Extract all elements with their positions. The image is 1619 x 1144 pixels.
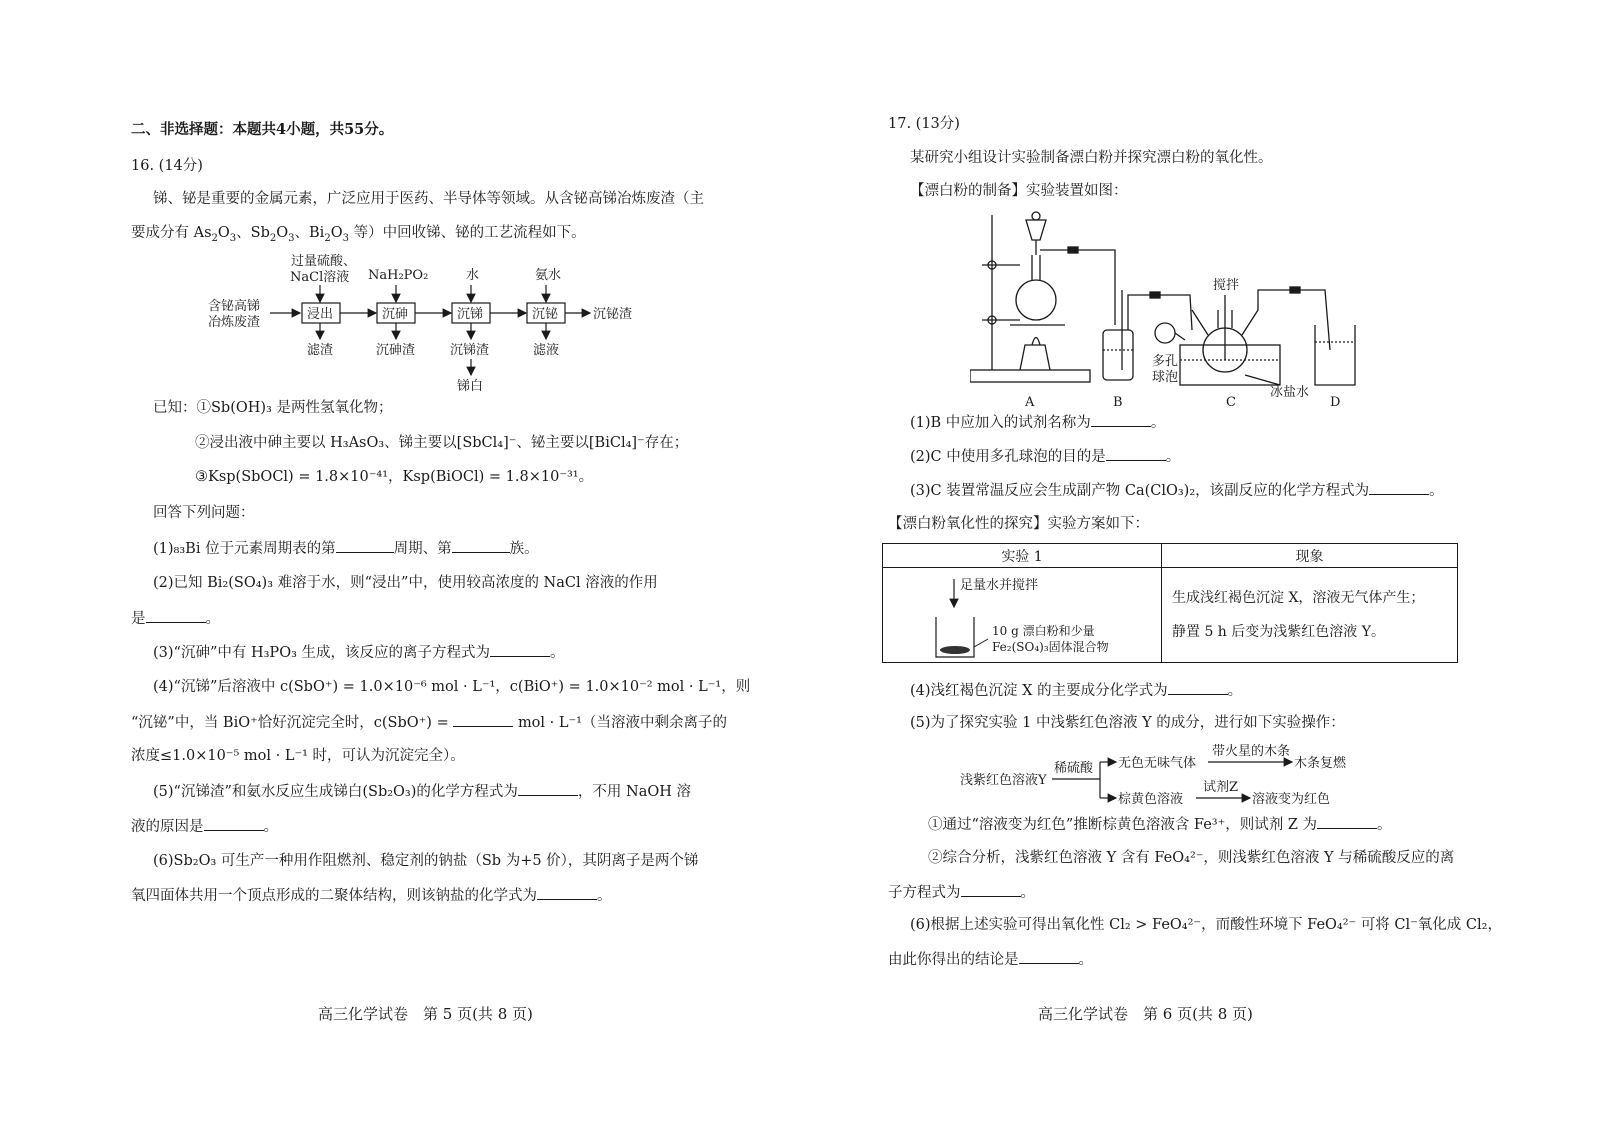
q16-part4-line1: (4)“沉锑”后溶液中 c(SbO⁺) = 1.0×10⁻⁶ mol · L⁻¹，c(BiO⁺) = 1.0×10⁻² mol · L⁻¹，则 bbox=[153, 679, 751, 695]
known-line3: ③Ksp(SbOCl) = 1.8×10⁻⁴¹，Ksp(BiOCl) = 1.8×10⁻³¹。 bbox=[195, 469, 594, 485]
q17-part2: (2)C 中使用多孔球泡的目的是 。 bbox=[910, 446, 1180, 467]
q17-part5: (5)为了探究实验 1 中浅紫红色溶液 Y 的成分，进行如下实验操作： bbox=[910, 715, 1345, 731]
known-line1: 已知：①Sb(OH)₃ 是两性氢氧化物； bbox=[153, 400, 393, 416]
q17-intro: 某研究小组设计实验制备漂白粉并探究漂白粉的氧化性。 bbox=[910, 150, 1273, 166]
flow-product-bismuth-residue: 沉铋渣 bbox=[593, 307, 633, 322]
flow-out-filtrate: 滤液 bbox=[533, 343, 560, 358]
mix-label-line1: 10 g 漂白粉和少量 bbox=[992, 624, 1095, 638]
q17-part5-sub2-line2: 子方程式为 。 bbox=[888, 882, 1035, 903]
answer-blank[interactable] bbox=[336, 538, 394, 553]
q16-intro-line1: 锑、铋是重要的金属元素，广泛应用于医药、半导体等领域。从含铋高锑冶炼废渣（主 bbox=[153, 191, 704, 207]
add-water-label: 足量水并搅拌 bbox=[960, 578, 1039, 593]
apparatus-label-d: D bbox=[1330, 395, 1341, 410]
answer-blank[interactable] bbox=[961, 882, 1021, 897]
answer-blank[interactable] bbox=[1369, 480, 1429, 495]
beaker-illustration bbox=[884, 569, 1160, 661]
q16-part5-line1: (5)“沉锑渣”和氨水反应生成锑白(Sb₂O₃)的化学方程式为 ，不用 NaOH 溶 bbox=[153, 781, 691, 802]
apparatus-stir-label: 搅拌 bbox=[1213, 278, 1240, 293]
q16-intro-line2: 要成分有 $As_2O_3$、$Sb_2O_3$、$Bi_2O_3$ 等）中回收锑、铋的工艺流程如下。 bbox=[131, 225, 586, 244]
observation-line2: 静置 5 h 后变为浅紫红色溶液 Y。 bbox=[1172, 624, 1385, 640]
flow-out-filter-residue: 滤渣 bbox=[307, 343, 334, 358]
flow-reagent1-line1: 过量硫酸、 bbox=[291, 254, 357, 269]
table-header-phenomenon: 现象 bbox=[1162, 544, 1458, 568]
q16-header: 16. (14分) bbox=[131, 158, 203, 174]
q16-part1: (1)₈₃Bi 位于元素周期表的第 周期、第 族。 bbox=[153, 538, 539, 559]
q17-part5-sub1: ①通过“溶液变为红色”推断棕黄色溶液含 Fe³⁺，则试剂 Z 为 。 bbox=[928, 814, 1392, 835]
page-footer-right: 高三化学试卷 第 6 页(共 8 页) bbox=[1038, 1005, 1253, 1023]
apparatus-label-c: C bbox=[1226, 395, 1236, 410]
q16-part3: (3)“沉砷”中有 H₃PO₃ 生成，该反应的离子方程式为 。 bbox=[153, 642, 565, 663]
flow-reagent3: 水 bbox=[466, 268, 480, 283]
q17-part3: (3)C 装置常温反应会生成副产物 Ca(ClO₃)₂，该副反应的化学方程式为 。 bbox=[910, 480, 1444, 501]
mix-label-line2: Fe₂(SO₄)₃固体混合物 bbox=[992, 640, 1109, 654]
prep-heading: 【漂白粉的制备】实验装置如图： bbox=[910, 183, 1128, 199]
scheme-start: 浅紫红色溶液Y bbox=[960, 773, 1047, 788]
answer-blank[interactable] bbox=[453, 712, 513, 727]
section-title: 二、非选择题：本题共4小题，共55分。 bbox=[131, 121, 394, 138]
q16-part6-line1: (6)Sb₂O₃ 可生产一种用作阻燃剂、稳定剂的钠盐（Sb 为+5 价），其阴离子是两个锑 bbox=[153, 853, 699, 869]
flow-step-antimony: 沉锑 bbox=[457, 307, 484, 322]
answer-blank[interactable] bbox=[1168, 680, 1228, 695]
q17-part6-line2: 由此你得出的结论是 。 bbox=[888, 949, 1093, 970]
known-line2: ②浸出液中砷主要以 H₃AsO₃、锑主要以[SbCl₄]⁻、铋主要以[BiCl₄]⁻存在； bbox=[195, 435, 689, 451]
table-cell-observation bbox=[1162, 568, 1458, 663]
q16-part5-line2: 液的原因是 。 bbox=[131, 816, 278, 837]
scheme-relight: 木条复燃 bbox=[1294, 756, 1347, 771]
apparatus-label-b: B bbox=[1113, 395, 1123, 410]
q17-header: 17. (13分) bbox=[888, 116, 960, 132]
scheme-acid: 稀硫酸 bbox=[1054, 761, 1094, 776]
scheme-splint: 带火星的木条 bbox=[1212, 744, 1291, 759]
experiment-table bbox=[882, 543, 1458, 663]
page-footer-left: 高三化学试卷 第 5 页(共 8 页) bbox=[318, 1005, 533, 1023]
table-header-experiment: 实验 1 bbox=[883, 544, 1162, 568]
q16-part4-line2: “沉铋”中，当 BiO⁺恰好沉淀完全时，c(SbO⁺) = mol · L⁻¹（当溶液中剩余离子的 bbox=[131, 712, 727, 733]
flow-step-leach: 浸出 bbox=[307, 307, 334, 322]
flow-reagent2: NaH₂PO₂ bbox=[368, 268, 429, 283]
apparatus-diagram bbox=[970, 210, 1410, 415]
flow-reagent1-line2: NaCl溶液 bbox=[290, 270, 350, 285]
apparatus-label-a: A bbox=[1025, 395, 1035, 410]
scheme-gas: 无色无味气体 bbox=[1118, 756, 1197, 771]
apparatus-ice-label: 冰盐水 bbox=[1270, 385, 1310, 400]
q16-part4-line3: 浓度≤1.0×10⁻⁵ mol · L⁻¹ 时，可认为沉淀完全）。 bbox=[131, 748, 465, 764]
answer-blank[interactable] bbox=[490, 642, 550, 657]
apparatus-ball-label-line1: 多孔 bbox=[1152, 354, 1179, 369]
flow-final-antimony-white: 锑白 bbox=[457, 379, 484, 394]
q17-part5-sub2-line1: ②综合分析，浅紫红色溶液 Y 含有 FeO₄²⁻，则浅紫红色溶液 Y 与稀硫酸反应的离 bbox=[928, 850, 1455, 866]
answer-blank[interactable] bbox=[1091, 412, 1151, 427]
process-flow-diagram bbox=[200, 253, 660, 398]
right-page bbox=[810, 0, 1619, 1144]
answer-blank[interactable] bbox=[1317, 814, 1377, 829]
scheme-reagent-z: 试剂Z bbox=[1203, 780, 1239, 795]
flow-out-antimony-residue: 沉锑渣 bbox=[450, 343, 490, 358]
q16-part6-line2: 氧四面体共用一个顶点形成的二聚体结构，则该钠盐的化学式为 。 bbox=[131, 885, 612, 906]
test-scheme-diagram bbox=[960, 738, 1380, 818]
answer-blank[interactable] bbox=[204, 816, 264, 831]
observation-line1: 生成浅红褐色沉淀 X，溶液无气体产生； bbox=[1172, 590, 1425, 606]
flow-reagent4: 氨水 bbox=[535, 268, 562, 283]
answer-blank[interactable] bbox=[146, 608, 206, 623]
flow-out-arsenic-residue: 沉砷渣 bbox=[376, 343, 416, 358]
q16-part2-line2: 是 。 bbox=[131, 608, 220, 629]
answer-blank[interactable] bbox=[518, 781, 578, 796]
q17-part1: (1)B 中应加入的试剂名称为 。 bbox=[910, 412, 1165, 433]
apparatus-ball-label-line2: 球泡 bbox=[1152, 370, 1179, 385]
answer-blank[interactable] bbox=[1106, 446, 1166, 461]
q17-part4: (4)浅红褐色沉淀 X 的主要成分化学式为 。 bbox=[910, 680, 1242, 701]
explore-heading: 【漂白粉氧化性的探究】实验方案如下： bbox=[888, 516, 1149, 532]
flow-source-line1: 含铋高锑 bbox=[208, 299, 261, 314]
answer-blank[interactable] bbox=[1019, 949, 1079, 964]
table-cell-setup bbox=[883, 568, 1162, 663]
answer-prompt: 回答下列问题： bbox=[153, 505, 255, 521]
scheme-red: 溶液变为红色 bbox=[1252, 792, 1331, 807]
flow-step-bismuth: 沉铋 bbox=[532, 307, 559, 322]
q16-part2-line1: (2)已知 Bi₂(SO₄)₃ 难溶于水，则“浸出”中，使用较高浓度的 NaCl 溶液的作用 bbox=[153, 575, 658, 591]
answer-blank[interactable] bbox=[452, 538, 510, 553]
flow-step-arsenic: 沉砷 bbox=[382, 307, 409, 322]
flow-source-line2: 冶炼废渣 bbox=[208, 315, 261, 330]
answer-blank[interactable] bbox=[537, 885, 597, 900]
scheme-brown: 棕黄色溶液 bbox=[1118, 792, 1184, 807]
q17-part6-line1: (6)根据上述实验可得出氧化性 Cl₂ > FeO₄²⁻，而酸性环境下 FeO₄²⁻ 可将 Cl⁻氧化成 Cl₂， bbox=[910, 917, 1502, 933]
